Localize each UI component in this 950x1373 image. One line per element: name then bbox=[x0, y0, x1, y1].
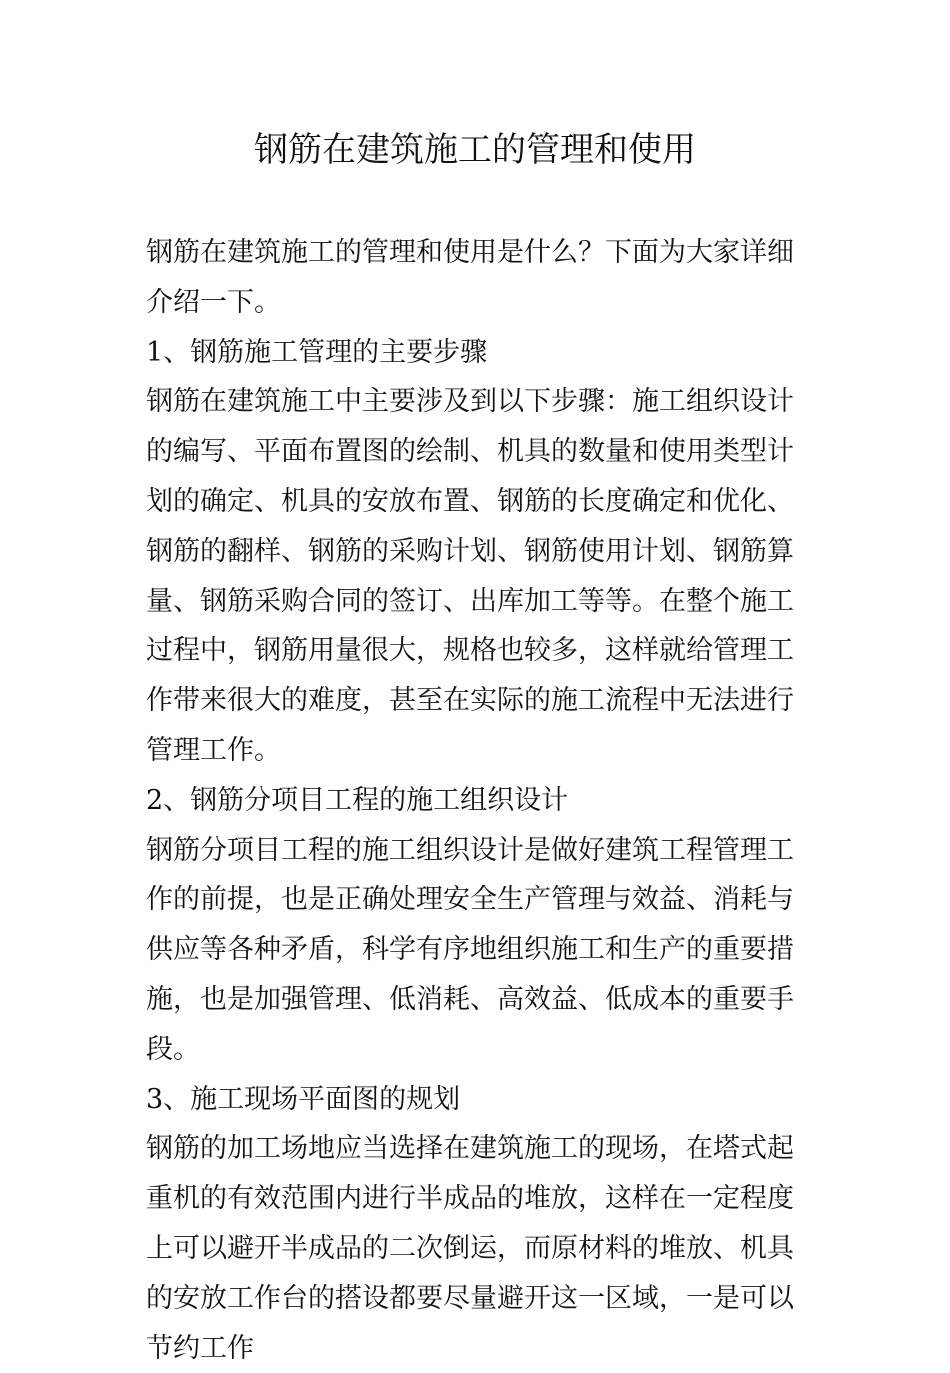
section-heading-2: 2、钢筋分项目工程的施工组织设计 bbox=[146, 784, 569, 816]
section-paragraph-3: 钢筋的加工场地应当选择在建筑施工的现场，在塔式起重机的有效范围内进行半成品的堆放，这样在一定程度上可以避开半成品的二次倒运，而原材料的堆放、机具的安放工作台的搭设都要尽量避开这一区域，一是可以节约工作 bbox=[146, 1133, 794, 1364]
section-paragraph-2: 钢筋分项目工程的施工组织设计是做好建筑工程管理工作的前提，也是正确处理安全生产管理与效益、消耗与供应等各种矛盾，科学有序地组织施工和生产的重要措施，也是加强管理、低消耗、高效益、低成本的重要手段。 bbox=[146, 834, 794, 1065]
document-title: 钢筋在建筑施工的管理和使用 bbox=[254, 130, 696, 170]
document-body bbox=[146, 228, 808, 1373]
section-paragraph-1: 钢筋在建筑施工中主要涉及到以下步骤：施工组织设计的编写、平面布置图的绘制、机具的数量和使用类型计划的确定、机具的安放布置、钢筋的长度确定和优化、钢筋的翻样、钢筋的采购计划、钢筋使用计划、钢筋算量、钢筋采购合同的签订、出库加工等等。在整个施工过程中，钢筋用量很大，规格也较多，这样就给管理工作带来很大的难度，甚至在实际的施工流程中无法进行管理工作。 bbox=[146, 386, 794, 766]
section-heading-1: 1、钢筋施工管理的主要步骤 bbox=[146, 336, 488, 368]
intro-paragraph: 钢筋在建筑施工的管理和使用是什么？下面为大家详细介绍一下。 bbox=[146, 237, 794, 318]
section-heading-3: 3、施工现场平面图的规划 bbox=[146, 1083, 461, 1115]
